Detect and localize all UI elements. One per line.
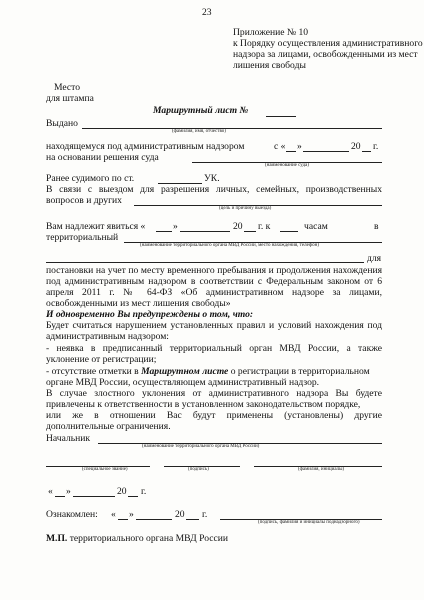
acquainted-year-line [186, 519, 199, 520]
date-1-year-prefix: 20 [117, 486, 127, 497]
title-number-line [266, 116, 296, 117]
acquainted-month-line [136, 519, 172, 520]
supervised-year-prefix: 20 [351, 141, 361, 152]
acquainted-open: « [111, 509, 116, 520]
evasion-line-3: или же в отношении Вас будут применены (установлены) другие [46, 410, 382, 421]
appear-month-line [180, 231, 230, 232]
issued-line [82, 128, 382, 129]
acquainted-year-prefix: 20 [175, 509, 185, 520]
date-1-open: « [48, 486, 53, 497]
bullet-2-text-a: - отсутствие отметки в [46, 366, 142, 377]
chief-org-caption: (наименование территориального органа МВД России) [142, 444, 260, 449]
bullet-2-line-2: органе МВД России, осуществляющем административный надзор. [46, 377, 320, 388]
evasion-line-1: В случае злостного уклонения от административного надзора Вы будете [46, 388, 382, 399]
territorial-label: территориальный [46, 232, 119, 243]
acquainted-caption: (подпись, фамилия и инициалы поднадзорного) [258, 520, 360, 525]
trip-line-1: В связи с выездом для разрешения личных, семейных, производственных [46, 184, 382, 195]
bullet-2-line-1 [46, 366, 382, 377]
stamp-place-line-1: Место [54, 82, 81, 93]
seal-label: М.П. [46, 533, 68, 544]
bullet-1-line-1: - неявка в предписанный территориальный орган МВД России, а также [46, 343, 382, 354]
acquainted-year-suffix: г. [202, 509, 208, 520]
trip-caption: (цель и причину выезда) [219, 206, 272, 211]
supervised-day-line [286, 151, 296, 152]
date-1-year-line [128, 496, 138, 497]
territorial-caption: (наименование территориального органа МВД России, место нахождения, телефон) [140, 243, 319, 248]
seal-text: территориального органа МВД России [69, 533, 229, 544]
appear-year-mid: г. к [258, 221, 271, 232]
acquainted-close: » [129, 509, 134, 520]
appear-prefix: Вам надлежит явиться « [46, 221, 146, 232]
appendix-line-4: лишения свободы [233, 60, 306, 71]
seal-line [46, 533, 228, 544]
appendix-line-3: надзора за лицами, освобожденными из мест [233, 49, 418, 60]
date-1-year-suffix: г. [141, 486, 147, 497]
bullet-2-text-c: о регистрации в территориальном [228, 366, 370, 377]
stamp-place-line-2: для штампа [46, 93, 94, 104]
chief-sign-caption: (подпись) [188, 467, 209, 472]
court-caption: (наименование суда) [265, 163, 309, 168]
chief-rank-caption: (специальное звание) [82, 467, 128, 472]
territorial-line-2 [46, 262, 364, 263]
registration-line-1: постановки на учет по месту временного пребывания и продолжения нахождения [46, 265, 382, 276]
date-1-month-line [73, 496, 115, 497]
chief-label: Начальник [46, 433, 91, 444]
violation-line-1: Будет считаться нарушением установленных правил и условий нахождения под [46, 320, 382, 331]
bullet-1-line-2: уклонение от регистрации; [46, 354, 157, 365]
appear-to: в [374, 221, 379, 232]
date-1-close: » [66, 486, 71, 497]
warning-title: И одновременно Вы предупреждены о том, что: [46, 309, 254, 320]
appear-day-line [156, 231, 172, 232]
acquainted-day-line [118, 519, 128, 520]
appear-year-line [244, 231, 256, 232]
convicted-suffix: УК. [204, 173, 220, 184]
appendix-line-1: Приложение № 10 [233, 27, 309, 38]
trip-line-2: вопросов и других [46, 195, 122, 206]
supervised-year-line [362, 151, 371, 152]
court-label: на основании решения суда [46, 152, 159, 163]
appendix-line-2: к Порядку осуществления административного [233, 38, 423, 49]
registration-line-2: под административным надзором в соответствии с Федеральным законом от 6 [46, 276, 382, 287]
appear-hour-line [280, 231, 298, 232]
evasion-line-2: привлечены к ответственности в установленном законодательством порядке, [46, 399, 361, 410]
supervised-year-suffix: г. [373, 141, 379, 152]
convicted-label: Ранее судимого по ст. [46, 173, 135, 184]
territorial-for: для [367, 253, 382, 264]
appear-hours: часам [304, 221, 328, 232]
document-title: Маршрутный лист № [153, 105, 249, 116]
date-1-day-line [55, 496, 65, 497]
supervised-text: находящемуся под административным надзором [46, 141, 245, 152]
issued-caption: (фамилия, имя, отчество) [172, 129, 226, 134]
evasion-line-4: дополнительные ограничения. [46, 421, 171, 432]
chief-name-caption: (фамилия, инициалы) [298, 467, 345, 472]
registration-line-4: освобожденными из мест лишения свободы» [46, 298, 231, 309]
bullet-2-emphasis: Маршрутном листе [141, 366, 229, 377]
supervised-month-line [303, 151, 349, 152]
appear-year-prefix: 20 [233, 221, 243, 232]
registration-line-3: апреля 2011 г. № 64-ФЗ «Об административном надзоре за лицами, [46, 287, 382, 298]
acquainted-label: Ознакомлен: [46, 509, 98, 520]
issued-label: Выдано [46, 118, 78, 129]
appear-mid: » [173, 221, 178, 232]
supervised-from-open: с « [274, 141, 286, 152]
supervised-from-close: » [297, 141, 302, 152]
violation-line-2: административным надзором: [46, 331, 169, 342]
page-number: 23 [202, 7, 212, 18]
